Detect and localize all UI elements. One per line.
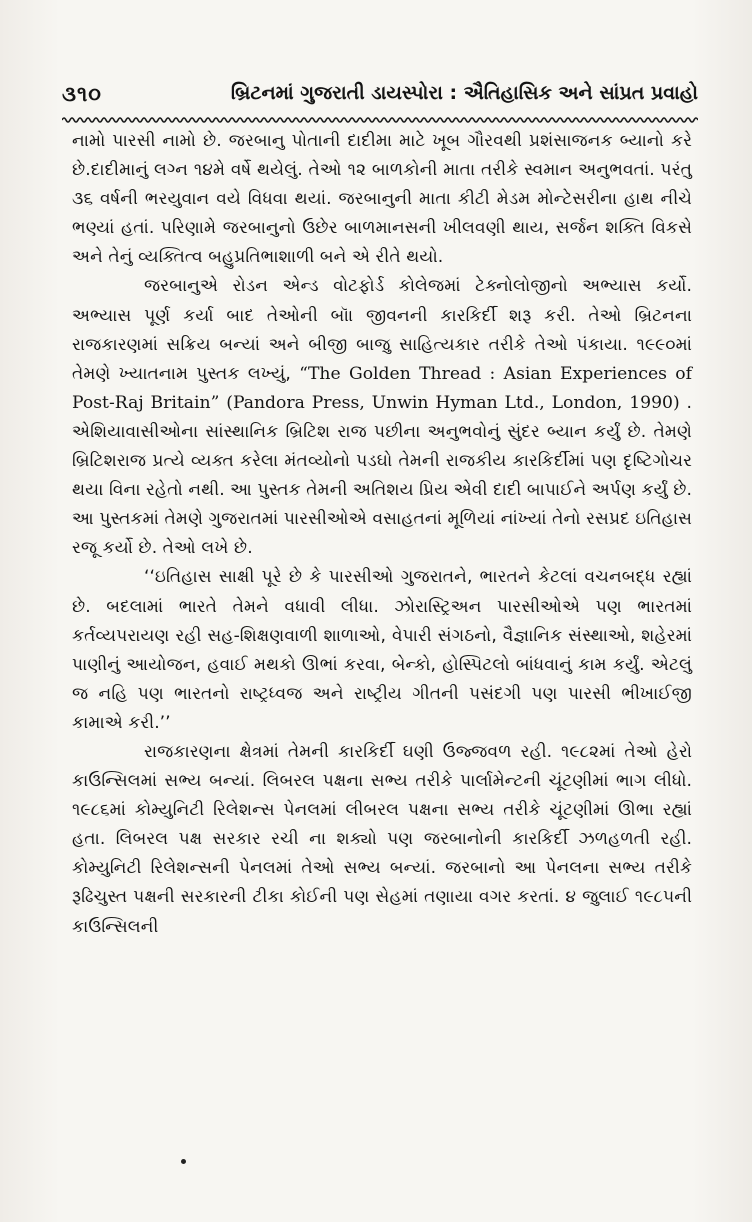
paragraph-politics: રાજકારણના ક્ષેત્રમાં તેમની કારકિર્દી ઘણી ઉજ્જવળ રહી. ૧૯૮૨માં તેઓ હેરો કાઉન્સિલમાં સભ્ય બન્યાં. લિબરલ પક્ષના સભ્ય તરીકે પાર્લામેન્ટની ચૂંટણીમાં ભાગ લીધો. ૧૯૮૬માં કોમ્યુનિટી રિલેશન્સ પેનલમાં લીબરલ પક્ષના સભ્ય તરીકે ચૂંટણીમાં ઊભા રહ્યાં હતા. લિબરલ પક્ષ સરકાર રચી ના શક્યો પણ જરબાનોની કારકિર્દી ઝળહળતી રહી. કોમ્યુનિટી રિલેશન્સની પેનલમાં તેઓ સભ્ય બન્યાં. જરબાનો આ પેનલના સભ્ય તરીકે રૂઢિચુસ્ત પક્ષની સરકારની ટીકા કોઈની પણ સેહમાં તણાયા વગર કરતાં. ૪ જુલાઈ ૧૯૮૫ની કાઉન્સિલની — [72, 741, 692, 937]
paragraph-continued: નામો પારસી નામો છે. જરબાનુ પોતાની દાદીમા માટે ખૂબ ગૌરવથી પ્રશંસાજનક બ્યાનો કરે છે.દાદીમાનું લગ્ન ૧૪મે વર્ષે થયેલું. તેઓ ૧૨ બાળકોની માતા તરીકે સ્વમાન અનુભવતાં. પરંતુ ૩૬ વર્ષની ભરયુવાન વયે વિધવા થયાં. જરબાનુની માતા કીટી મેડમ મોન્ટેસરીના હાથ નીચે ભણ્યાં હતાં. પરિણામે જરબાનુનો ઉછેર બાળમાનસની ખીલવણી થાય, સર્જન શક્તિ વિકસે અને તેનું વ્યક્તિત્વ બહુપ્રતિભાશાળી બને એ રીતે થયો. — [72, 131, 692, 268]
paragraph-career-rest: . એશિયાવાસીઓના સાંસ્થાનિક બ્રિટિશ રાજ પછીના અનુભવોનું સુંદર બ્યાન કર્યું છે. તેમણે બ્રિટિશરાજ પ્રત્યે વ્યક્ત કરેલા મંતવ્યોનો પડઘો તેમની રાજકીય કારકિર્દીમાં પણ દૃષ્ટિગોચર થયા વિના રહેતો નથી. આ પુસ્તક તેમની અતિશય પ્રિય એવી દાદી બાપાઈને અર્પણ કર્યું છે. આ પુસ્તકમાં તેમણે ગુજરાતમાં પારસીઓએ વસાહતનાં મૂળિયાં નાંખ્યાં તેનો રસપ્રદ ઇતિહાસ રજૂ કર્યો છે. તેઓ લખે છે. — [72, 392, 692, 559]
book-citation: “The Golden Thread : Asian Experiences of Post-Raj Britain” (Pandora Press, Unwin Hyman Ltd., London, 1990) — [72, 363, 692, 413]
page-header — [62, 82, 698, 118]
body-text — [72, 127, 692, 942]
running-title: બ્રિટનમાં ગુજરાતી ડાયસ્પોરા : ઐતિહાસિક અને સાંપ્રત પ્રવાહો — [230, 82, 698, 104]
paragraph-career — [72, 272, 692, 563]
page-number: ૩૧૦ — [62, 82, 102, 106]
print-dot — [181, 1159, 186, 1164]
block-quote: ‘‘ઇતિહાસ સાક્ષી પૂરે છે કે પારસીઓ ગુજરાતને, ભારતને કેટલાં વચનબદ્ધ રહ્યાં છે. બદલામાં ભારતે તેમને વધાવી લીધા. ઝોરાસ્ટ્રિઅન પારસીઓએ પણ ભારતમાં કર્તવ્યપરાયણ રહી સહ-શિક્ષણવાળી શાળાઓ, વેપારી સંગઠનો, વૈજ્ઞાનિક સંસ્થાઓ, શહેરમાં પાણીનું આયોજન, હવાઈ મથકો ઊભાં કરવા, બેન્કો, હોસ્પિટલો બાંધવાનું કામ કર્યું. એટલું જ નહિ પણ ભારતનો રાષ્ટ્રધ્વજ અને રાષ્ટ્રીય ગીતની પસંદગી પણ પારસી ભીખાઈજી કામાએ કરી.’’ — [72, 567, 692, 733]
paragraph-career-intro: જરબાનુએ રોડન એન્ડ વોટફોર્ડ કોલેજમાં ટેક્નોલોજીનો અભ્યાસ કર્યો. અભ્યાસ પૂર્ણ કર્યા બાદ તેઓની બૉા જીવનની કારકિર્દી શરૂ કરી. તેઓ બ્રિટનના રાજકારણમાં સક્રિય બન્યાં અને બીજી બાજુ સાહિત્યકાર તરીકે તેઓ પંકાયા. ૧૯૯૦માં તેમણે ખ્યાતનામ પુસ્તક લખ્યું, — [72, 276, 692, 384]
header-wavy-rule — [62, 116, 698, 124]
